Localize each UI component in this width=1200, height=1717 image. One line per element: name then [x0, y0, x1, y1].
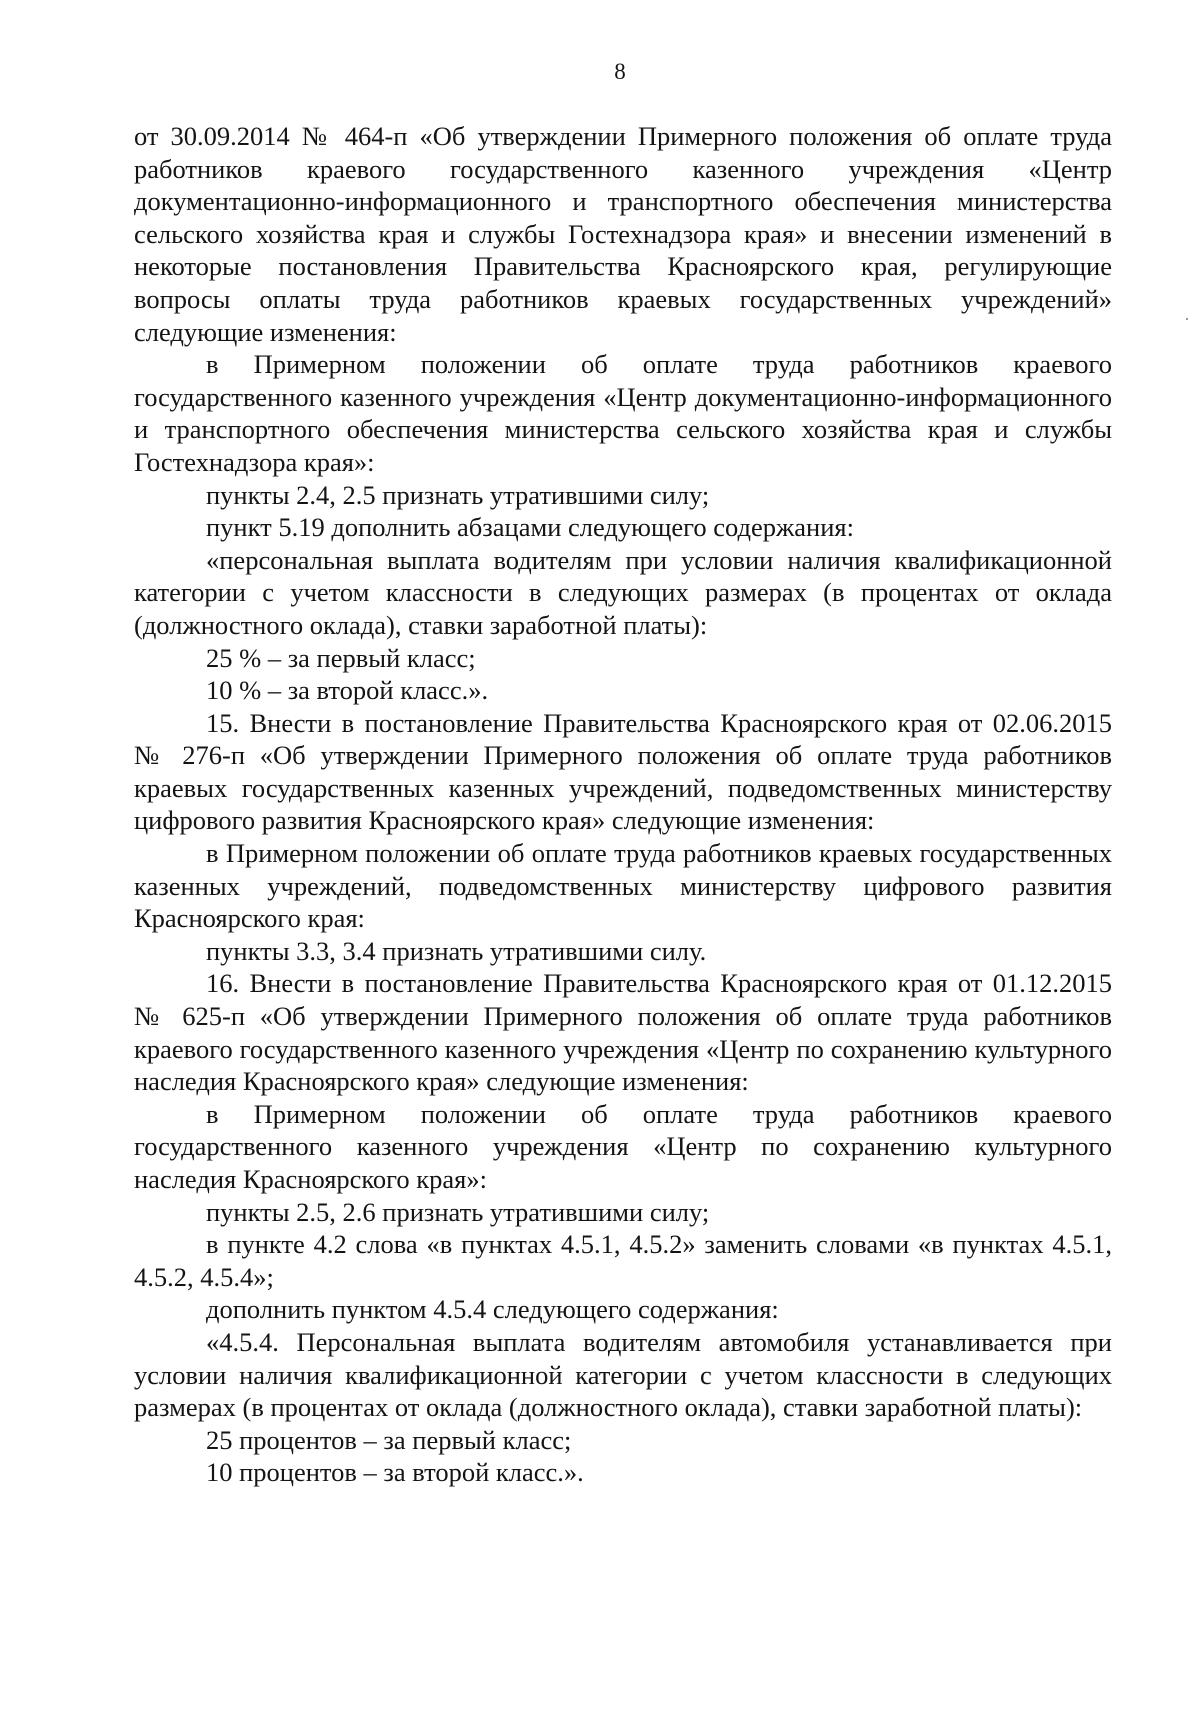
paragraph: пункт 5.19 дополнить абзацами следующего содержания: [206, 512, 854, 543]
document-body [134, 120, 1112, 1489]
paragraph: 10 процентов – за второй класс.». [206, 1457, 584, 1488]
paragraph: пункты 2.4, 2.5 признать утратившими силу; [206, 479, 710, 510]
page-number: 8 [614, 59, 626, 84]
paragraph: дополнить пунктом 4.5.4 следующего содержания: [206, 1294, 779, 1325]
paragraph: пункты 3.3, 3.4 признать утратившими силу. [206, 935, 707, 966]
paragraph: в Примерном положении об оплате труда работников краевых государственных казенных учреждений, подведомственных министерству цифрового развития Красноярского края: [134, 838, 1112, 934]
paragraph: в Примерном положении об оплате труда работников краевого государственного казенного учреждения «Центр документационно-информационного и транспортного обеспечения министерства сельского хозяйства края и службы Гостехнадзора края»: [134, 349, 1112, 477]
section-15: 15. Внести в постановление Правительства Красноярского края от 02.06.2015 № 276-п «Об утверждении Примерного положения об оплате труда работников краевых государственных казенных учреждений, подведомственных министерству цифрового развития Красноярского края» следующие изменения: [134, 707, 1112, 836]
section-16: 16. Внести в постановление Правительства Красноярского края от 01.12.2015 № 625-п «Об утверждении Примерного положения об оплате труда работников краевого государственного казенного учреждения «Центр по сохранению культурного наследия Красноярского края» следующие изменения: [134, 968, 1112, 1097]
paragraph: «персональная выплата водителям при условии наличия квалификационной категории с учетом классности в следующих размерах (в процентах от оклада (должностного оклада), ставки заработной платы): [134, 544, 1112, 640]
paragraph: «4.5.4. Персональная выплата водителям автомобиля устанавливается при условии наличия квалификационной категории с учетом классности в следующих размерах (в процентах от оклада (должностного оклада), ставки заработной платы): [134, 1326, 1112, 1423]
paragraph: 25 % – за первый класс; [206, 642, 476, 673]
paragraph: 25 процентов – за первый класс; [206, 1424, 572, 1455]
paragraph: в Примерном положении об оплате труда работников краевого государственного казенного учреждения «Центр по сохранению культурного наследия Красноярского края»: [134, 1098, 1112, 1194]
paragraph-continuation: от 30.09.2014 № 464-п «Об утверждении Примерного положения об оплате труда работников краевого государственного казенного учреждения «Центр документационно-информационного и транспортного обеспечения министерства сельского хозяйства края и службы Гостехнадзора края» и внесении изменений в некоторые постановления Правительства Красноярского края, регулирующие вопросы оплаты труда работников краевых государственных учреждений» следующие изменения: [134, 121, 1112, 347]
scan-speck [1186, 318, 1188, 320]
paragraph: в пункте 4.2 слова «в пунктах 4.5.1, 4.5.2» заменить словами «в пунктах 4.5.1, 4.5.2, 4.5.4»; [134, 1229, 1112, 1292]
paragraph: пункты 2.5, 2.6 признать утратившими силу; [206, 1196, 710, 1227]
paragraph: 10 % – за второй класс.». [206, 675, 489, 706]
